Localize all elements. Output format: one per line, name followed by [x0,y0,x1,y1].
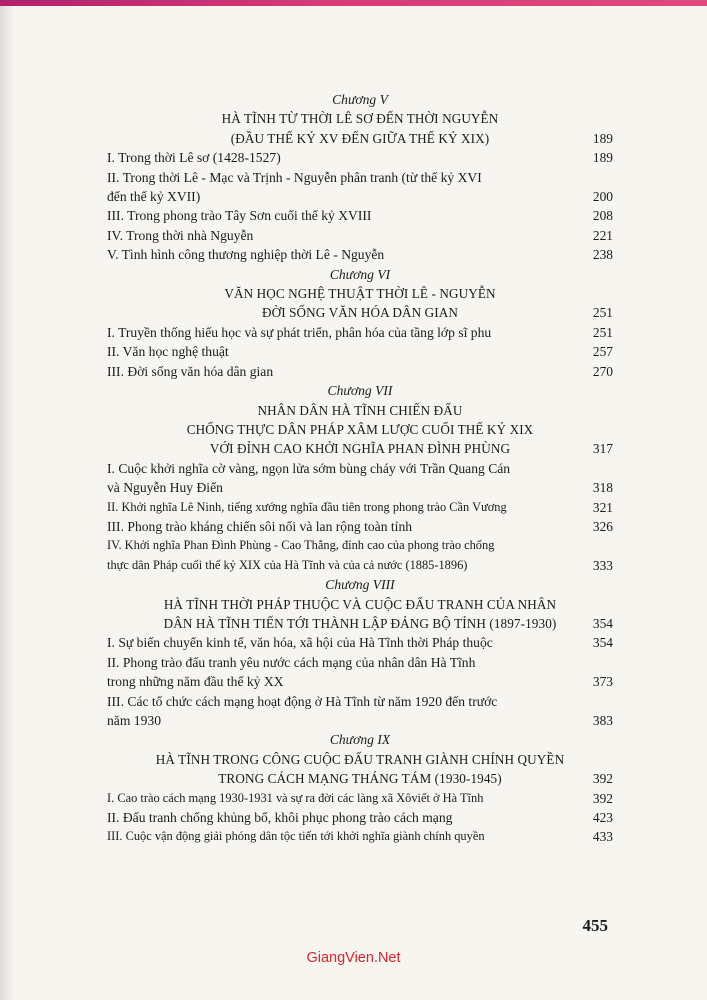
toc-entry [107,245,613,264]
chapter-title-line [107,284,613,303]
chapter-title-text: DÂN HÀ TĨNH TIẾN TỚI THÀNH LẬP ĐẢNG BỘ TỈNH (1897-1930) [163,615,557,631]
toc-entry [107,148,613,167]
toc-entry-text: năm 1930 [107,713,161,728]
toc-entry [107,517,613,536]
toc-entry [107,168,613,187]
chapter-section [107,381,613,575]
toc-entry-text: II. Phong trào đấu tranh yêu nước cách mạng của nhân dân Hà Tĩnh [107,654,476,670]
toc-entry [107,478,613,497]
chapter-title-text: HÀ TĨNH TRONG CÔNG CUỘC ĐẤU TRANH GIÀNH CHÍNH QUYỀN [155,751,565,767]
chapter-title-text: HÀ TĨNH TỪ THỜI LÊ SƠ ĐẾN THỜI NGUYỄN [221,111,499,127]
toc-entry-text: I. Sự biến chuyển kinh tế, văn hóa, xã hội của Hà Tĩnh thời Pháp thuộc [107,635,493,651]
toc-entry-page: 321 [592,499,613,515]
toc-entry-text: thực dân Pháp cuối thế kỷ XIX của Hà Tĩnh và của cả nước (1885-1896) [107,557,468,572]
chapter-section [107,575,613,730]
toc-entry-page: 318 [592,480,613,496]
toc-entry-page: 257 [592,344,613,360]
toc-entry-page: 208 [592,208,613,224]
toc-entry-text: III. Trong phong trào Tây Sơn cuối thế kỷ XVIII [107,208,372,224]
toc-entry [107,653,613,672]
toc-entry [107,827,613,846]
chapter-title-line [107,769,613,788]
toc-entry-page: 333 [592,557,613,573]
watermark-text: GiangVien.Net [306,950,401,966]
toc-entry-page: 221 [592,227,613,243]
toc-entry [107,362,613,381]
toc-entry [107,711,613,730]
toc-entry-text: đến thế kỷ XVII) [107,189,201,205]
toc-entry-page: 383 [592,713,613,728]
toc-entry-page: 251 [592,324,613,340]
toc-entry-text: I. Cao trào cách mạng 1930-1931 và sự ra đời các làng xã Xôviết ở Hà Tĩnh [107,790,484,805]
chapter-title-text: HÀ TĨNH THỜI PHÁP THUỘC VÀ CUỘC ĐẤU TRANH CỦA NHÂN [163,596,557,612]
toc-entry-text: V. Tình hình công thương nghiệp thời Lê - Nguyễn [107,247,385,263]
toc-entry-text: III. Đời sống văn hóa dân gian [107,363,274,379]
chapter-title-text: ĐỜI SỐNG VĂN HÓA DÂN GIAN [261,305,459,321]
toc-entry [107,323,613,342]
toc-entry [107,556,613,575]
chapter-section [107,265,613,381]
toc-entry-page: 354 [592,635,613,651]
chapter-title-text: VỚI ĐỈNH CAO KHỞI NGHĨA PHAN ĐÌNH PHÙNG [209,441,511,457]
toc-entry-page: 373 [592,674,613,690]
toc-entry-page: 270 [592,363,613,379]
chapter-title-line [107,129,613,148]
toc-entry [107,808,613,827]
toc-entry [107,672,613,691]
chapter-label: Chương IX [329,732,391,748]
chapter-page-number: 354 [592,615,613,631]
chapter-title-text: TRONG CÁCH MẠNG THÁNG TÁM (1930-1945) [218,771,502,787]
toc-entry-page: 433 [592,829,613,845]
chapter-title-text: (ĐẦU THẾ KỶ XV ĐẾN GIỮA THẾ KỶ XIX) [230,130,490,146]
toc-entry [107,187,613,206]
toc-entry-page: 423 [592,810,613,826]
toc-entry [107,536,613,555]
toc-entry-page: 200 [592,189,613,205]
toc-entry [107,206,613,225]
chapter-page-number: 251 [592,305,613,321]
chapter-title-line [107,303,613,322]
chapter-title-text: CHỐNG THỰC DÂN PHÁP XÂM LƯỢC CUỐI THẾ KỶ XIX [186,421,534,437]
toc-entry [107,342,613,361]
top-color-strip [0,0,707,6]
toc-entry-page: 392 [592,790,613,806]
chapter-title-line [107,614,613,633]
chapter-label: Chương VII [327,383,393,399]
chapter-section [107,730,613,846]
toc-entry-text: II. Khởi nghĩa Lê Ninh, tiếng xướng nghĩa đầu tiên trong phong trào Cần Vương [107,499,507,514]
chapter-page-number: 392 [592,771,613,787]
toc-entry [107,789,613,808]
chapter-page-number: 317 [592,441,613,457]
chapter-title-text: VĂN HỌC NGHỆ THUẬT THỜI LÊ - NGUYỄN [224,286,496,302]
toc-entry [107,692,613,711]
toc-entry-text: III. Cuộc vận động giải phóng dân tộc tiến tới khởi nghĩa giành chính quyền [107,829,485,844]
toc-entry-text: IV. Trong thời nhà Nguyễn [107,227,254,243]
toc-entry [107,498,613,517]
toc-entry-text: trong những năm đầu thế kỷ XX [107,674,284,690]
toc-entry-text: III. Các tổ chức cách mạng hoạt động ở Hà Tĩnh từ năm 1920 đến trước [107,693,498,709]
chapter-title-line [107,401,613,420]
chapter-page-number: 189 [592,130,613,146]
toc-entry [107,226,613,245]
toc-entry-text: IV. Khởi nghĩa Phan Đình Phùng - Cao Thắng, đỉnh cao của phong trào chống [107,538,495,553]
chapter-section [107,90,613,265]
toc-entry [107,633,613,652]
toc-entry-page: 189 [592,150,613,166]
toc-entry-page: 326 [592,518,613,534]
chapter-title-line [107,109,613,128]
toc-entry-text: III. Phong trào kháng chiến sôi nổi và lan rộng toàn tỉnh [107,518,413,534]
toc-entry-text: II. Đấu tranh chống khủng bố, khôi phục phong trào cách mạng [107,810,453,826]
chapter-title-text: NHÂN DÂN HÀ TĨNH CHIẾN ĐẤU [257,402,463,418]
chapter-label: Chương VI [329,266,391,282]
chapter-label: Chương VIII [325,577,395,593]
page-number: 455 [582,916,608,935]
toc-entry-page: 238 [592,247,613,263]
toc-entry-text: II. Trong thời Lê - Mạc và Trịnh - Nguyễn phân tranh (từ thế kỷ XVI [107,169,482,185]
page-spine-shadow [0,6,14,1000]
chapter-title-line [107,439,613,458]
toc-entry-text: I. Trong thời Lê sơ (1428-1527) [107,150,281,166]
toc-entry [107,459,613,478]
chapter-title-line [107,595,613,614]
table-of-contents [107,90,613,847]
chapter-label: Chương V [332,92,388,107]
chapter-title-line [107,750,613,769]
toc-entry-text: I. Truyền thống hiếu học và sự phát triển, phân hóa của tầng lớp sĩ phu [107,324,492,340]
toc-entry-text: II. Văn học nghệ thuật [107,344,229,360]
toc-entry-text: và Nguyễn Huy Điển [107,480,223,496]
toc-entry-text: I. Cuộc khởi nghĩa cờ vàng, ngọn lửa sớm bùng cháy với Trần Quang Cán [107,460,511,476]
chapter-title-line [107,420,613,439]
